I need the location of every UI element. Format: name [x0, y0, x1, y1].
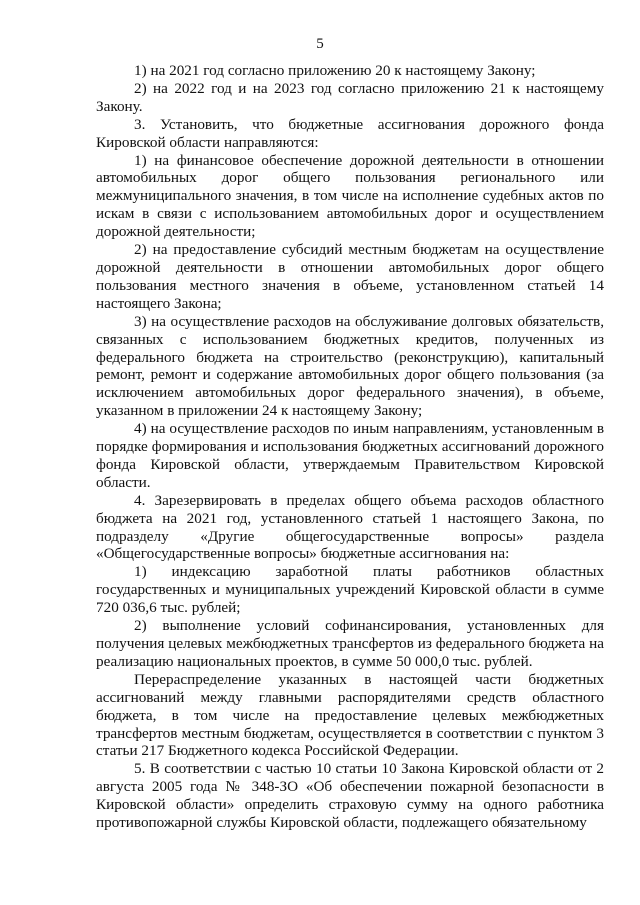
paragraph: 2) выполнение условий софинансирования, установленных для получения целевых межбюджетных трансфертов из федерального бюджета на реализацию национальных проектов, в сумме 50 000,0 тыс. рублей.	[96, 617, 604, 670]
document-body	[96, 62, 604, 832]
page-number: 5	[316, 36, 324, 52]
paragraph: 1) индексацию заработной платы работников областных государственных и муниципальных учреждений Кировской области в сумме 720 036,6 тыс. рублей;	[96, 563, 604, 617]
paragraph: 3. Установить, что бюджетные ассигнования дорожного фонда Кировской области направляются:	[96, 115, 604, 151]
paragraph: 2) на предоставление субсидий местным бюджетам на осуществление дорожной деятельности в отношении автомобильных дорог общего пользования местного значения в объеме, установленном статьей 14 настоящего Закона;	[96, 241, 604, 312]
paragraph: 2) на 2022 год и на 2023 год согласно приложению 21 к настоящему Закону.	[96, 79, 604, 115]
paragraph: Перераспределение указанных в настоящей части бюджетных ассигнований между главными распорядителями средств областного бюджета, в том числе на предоставление целевых межбюджетных трансфертов местным бюджетам, осуществляется в соответствии с пунктом 3 статьи 217 Бюджетного кодекса Российской Федерации.	[96, 670, 604, 760]
paragraph: 3) на осуществление расходов на обслуживание долговых обязательств, связанных с использованием бюджетных кредитов, полученных из федерального бюджета на строительство (реконструкцию), капитальный ремонт, ремонт и содержание автомобильных дорог общего пользования (за исключением автомобильных дорог федерального значения), в объеме, указанном в приложении 24 к настоящему Закону;	[96, 312, 604, 420]
paragraph: 4) на осуществление расходов по иным направлениям, установленным в порядке формирования и использования бюджетных ассигнований дорожного фонда Кировской области, утверждаемым Правительством Кировской области.	[96, 420, 604, 491]
paragraph: 4. Зарезервировать в пределах общего объема расходов областного бюджета на 2021 год, установленного статьей 1 настоящего Закона, по подразделу «Другие общегосударственные вопросы» раздела «Общегосударственные вопросы» бюджетные ассигнования на:	[96, 491, 604, 563]
paragraph: 1) на финансовое обеспечение дорожной деятельности в отношении автомобильных дорог общего пользования регионального или межмуниципального значения, в том числе на исполнение судебных актов по искам в связи с использованием автомобильных дорог и осуществлением дорожной деятельности;	[96, 151, 604, 241]
paragraph: 5. В соответствии с частью 10 статьи 10 Закона Кировской области от 2 августа 2005 года № 348-ЗО «Об обеспечении пожарной безопасности в Кировской области» определить страховую сумму на одного работника противопожарной службы Кировской области, подлежащего обязательному	[96, 760, 604, 832]
paragraph: 1) на 2021 год согласно приложению 20 к настоящему Закону;	[134, 62, 536, 79]
